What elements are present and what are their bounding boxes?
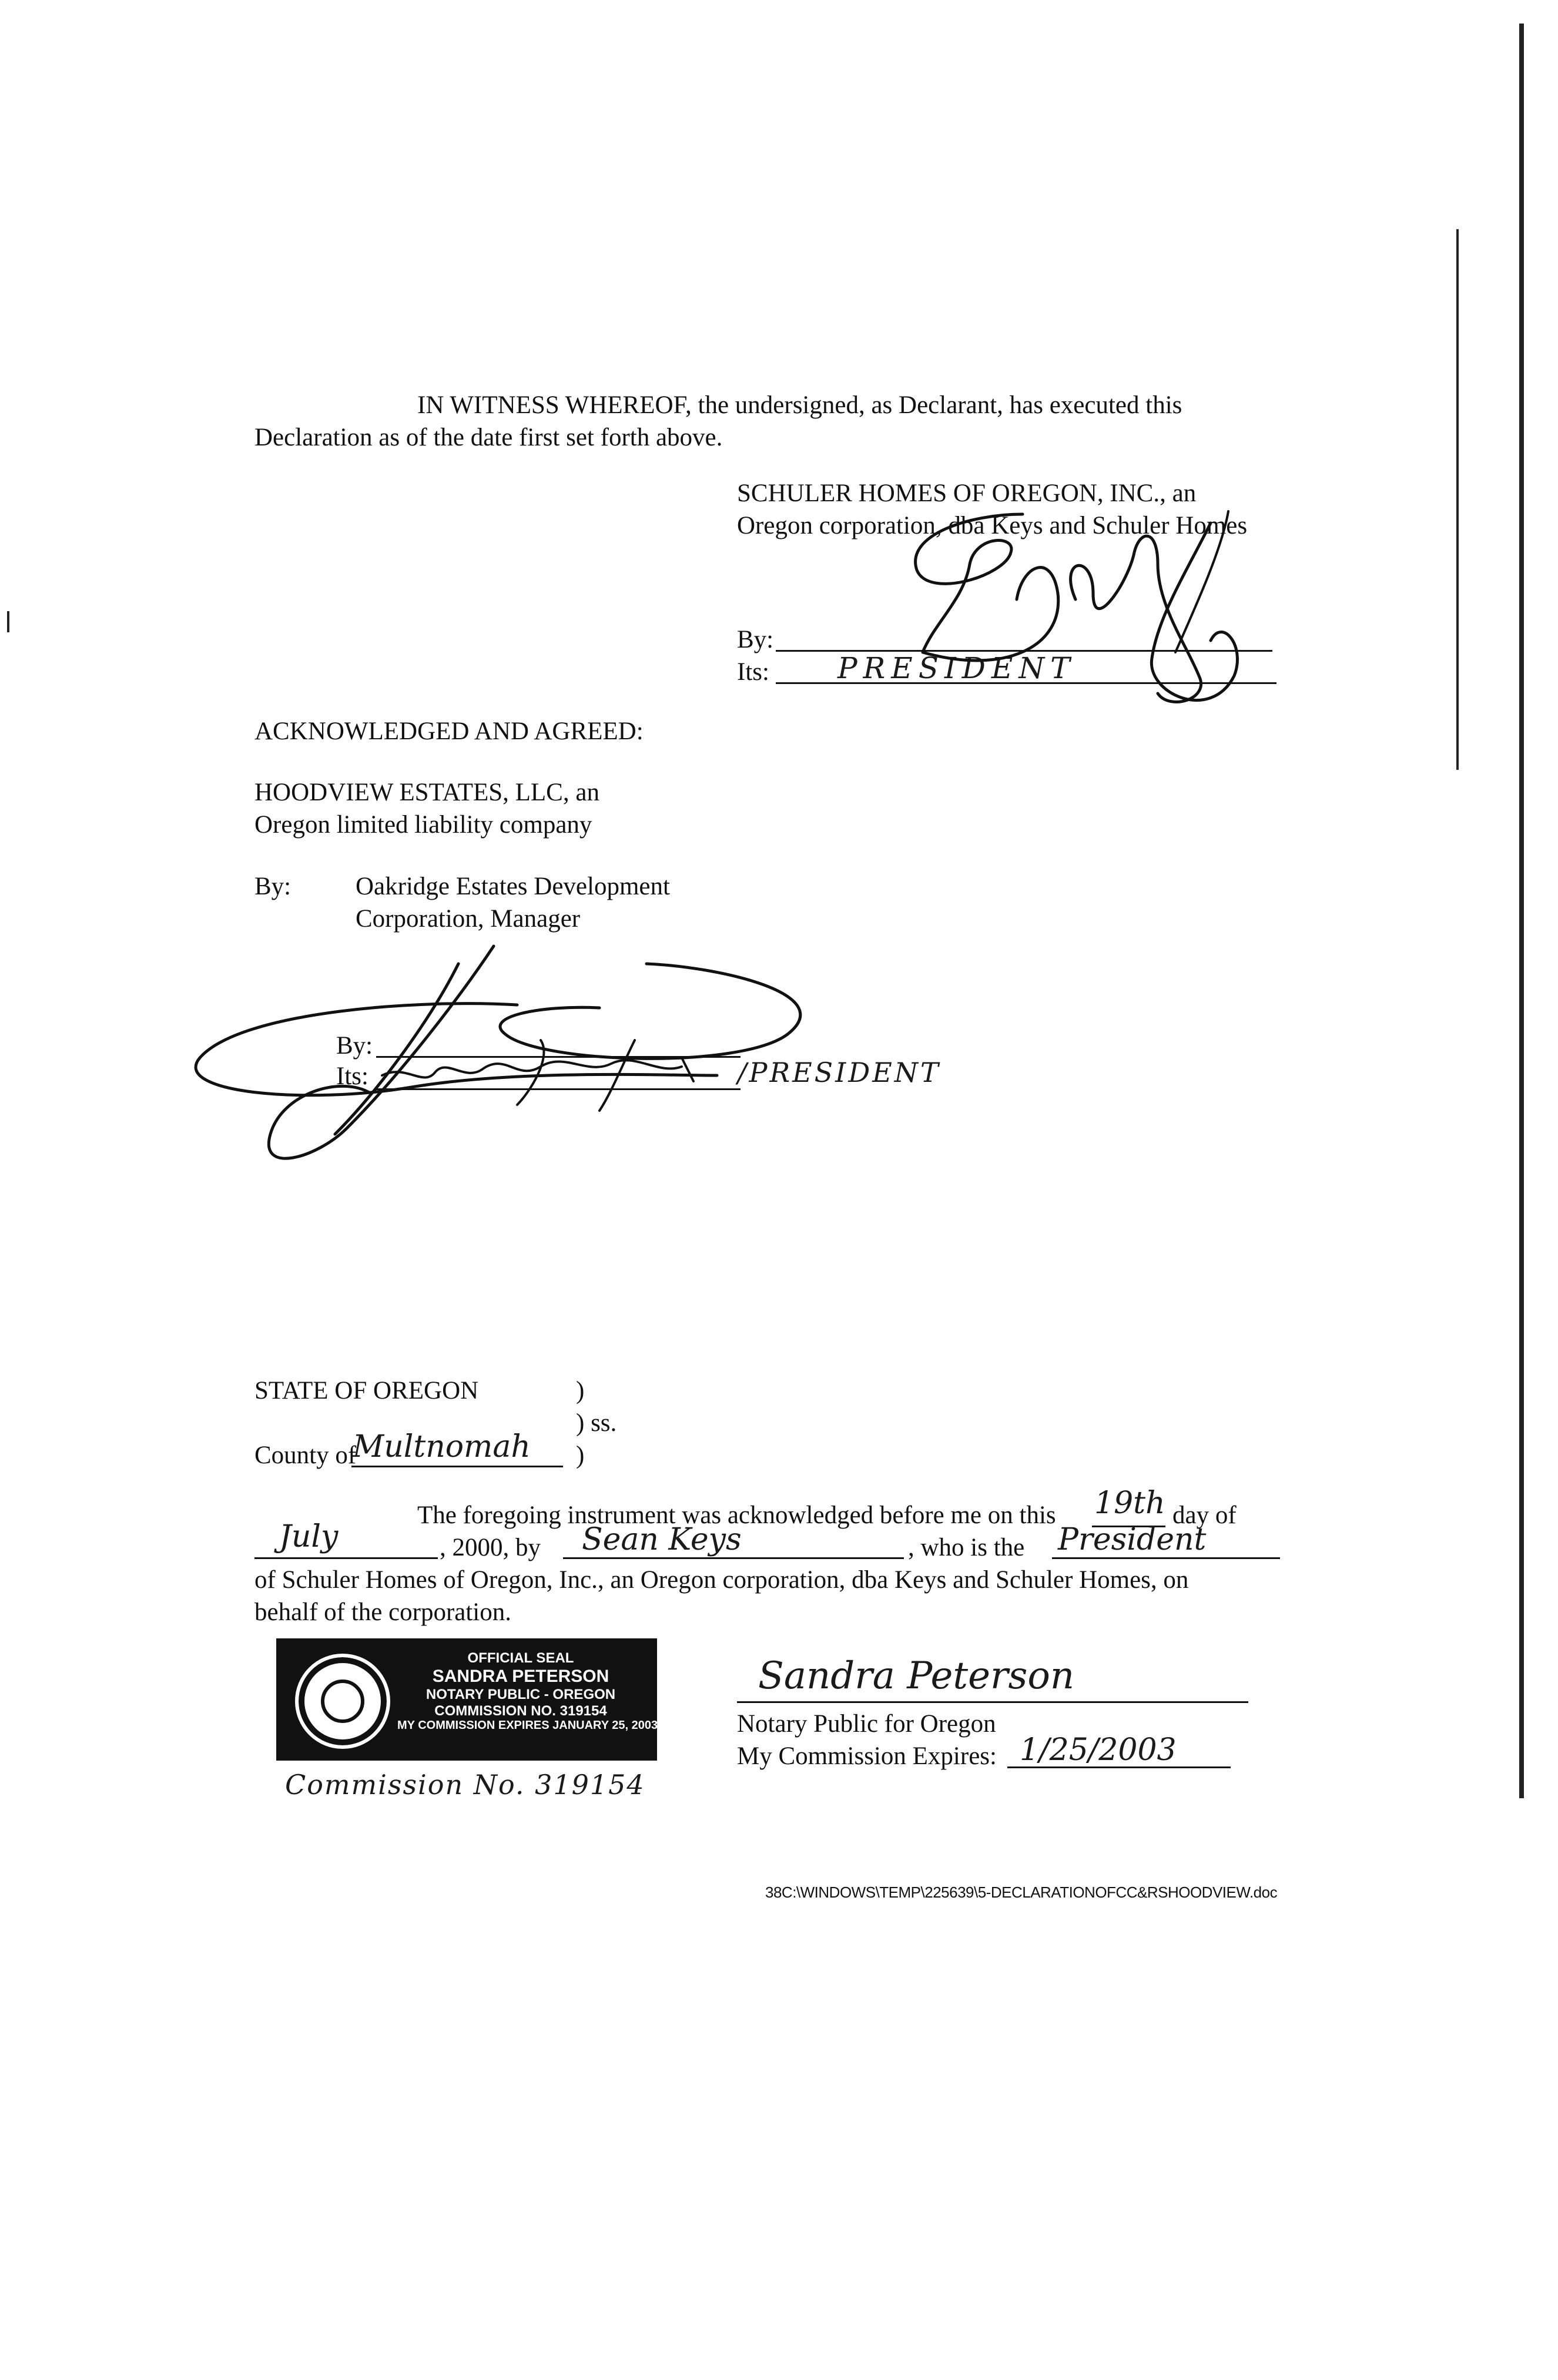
seal-line-4: COMMISSION NO. 319154 <box>434 1702 607 1719</box>
expires-label: My Commission Expires: <box>737 1742 997 1770</box>
seal-line-2: SANDRA PETERSON <box>432 1666 609 1686</box>
county-label: County of <box>254 1442 357 1469</box>
inner-by-label: By: <box>336 1032 373 1060</box>
notary-line-1-prefix: The foregoing instrument was acknowledged before me on this <box>417 1501 1056 1529</box>
notary-signature: Sandra Peterson <box>758 1654 1075 1698</box>
scan-edge-line <box>1519 24 1524 1798</box>
county-value: Multnomah <box>353 1429 531 1464</box>
acknowledged-entity-line-1: HOODVIEW ESTATES, LLC, an <box>254 779 599 806</box>
name-line <box>563 1557 904 1559</box>
seal-handwritten-commission: Commission No. 319154 <box>285 1769 645 1801</box>
venue-paren-3: ) <box>576 1442 585 1469</box>
notary-signature-line <box>737 1701 1248 1703</box>
declarant-name-line-2: Oregon corporation, dba Keys and Schuler Homes <box>737 512 1248 539</box>
acknowledged-entity-line-2: Oregon limited liability company <box>254 811 592 839</box>
witness-line-1: IN WITNESS WHEREOF, the undersigned, as Declarant, has executed this <box>417 391 1182 419</box>
witness-line-2: Declaration as of the date first set forth above. <box>254 424 723 451</box>
title-line <box>1052 1557 1280 1559</box>
county-line <box>351 1466 563 1467</box>
notary-line-2-suffix: , who is the <box>908 1534 1025 1561</box>
notary-line-3: of Schuler Homes of Oregon, Inc., an Oregon corporation, dba Keys and Schuler Homes, on <box>254 1566 1189 1594</box>
inner-its-label: Its: <box>336 1062 368 1090</box>
scan-speck <box>7 611 9 632</box>
seal-line-3: NOTARY PUBLIC - OREGON <box>425 1687 616 1703</box>
state-label: STATE OF OREGON <box>254 1377 479 1404</box>
hoodview-signature <box>188 940 835 1187</box>
notary-title: Notary Public for Oregon <box>737 1710 996 1738</box>
seal-line-5: MY COMMISSION EXPIRES JANUARY 25, 2003 <box>397 1719 658 1732</box>
inner-its-value: /PRESIDENT <box>738 1057 941 1088</box>
notary-line-1-suffix: day of <box>1172 1501 1237 1529</box>
notary-line-4: behalf of the corporation. <box>254 1598 511 1626</box>
declarant-signature <box>882 500 1258 752</box>
manager-line-2: Corporation, Manager <box>356 905 581 933</box>
seal-line-1: OFFICIAL SEAL <box>467 1650 574 1666</box>
month-line <box>254 1557 438 1559</box>
scan-edge-line <box>1456 229 1459 770</box>
venue-ss: ) ss. <box>576 1409 617 1437</box>
notary-line-2-mid: , 2000, by <box>440 1534 541 1561</box>
oregon-seal-icon <box>295 1654 390 1749</box>
expires-value: 1/25/2003 <box>1020 1732 1177 1768</box>
day-value: 19th <box>1094 1486 1165 1521</box>
declarant-by-label: By: <box>737 626 774 653</box>
declarant-its-value: PRESIDENT <box>837 651 1076 685</box>
venue-paren-1: ) <box>576 1377 585 1404</box>
manager-line-1: Oakridge Estates Development <box>356 873 670 900</box>
month-value: July <box>279 1519 339 1554</box>
acknowledged-by-label: By: <box>254 873 292 900</box>
declarant-its-label: Its: <box>737 658 769 686</box>
declarant-name-line-1: SCHULER HOMES OF OREGON, INC., an <box>737 480 1197 507</box>
name-value: Sean Keys <box>582 1522 742 1557</box>
footer-file-path: 38C:\WINDOWS\TEMP\225639\5-DECLARATIONOFCC&RSHOODVIEW.doc <box>765 1883 1278 1901</box>
acknowledged-heading: ACKNOWLEDGED AND AGREED: <box>254 718 644 745</box>
title-value: President <box>1058 1522 1207 1557</box>
notary-seal-stamp <box>276 1638 657 1761</box>
